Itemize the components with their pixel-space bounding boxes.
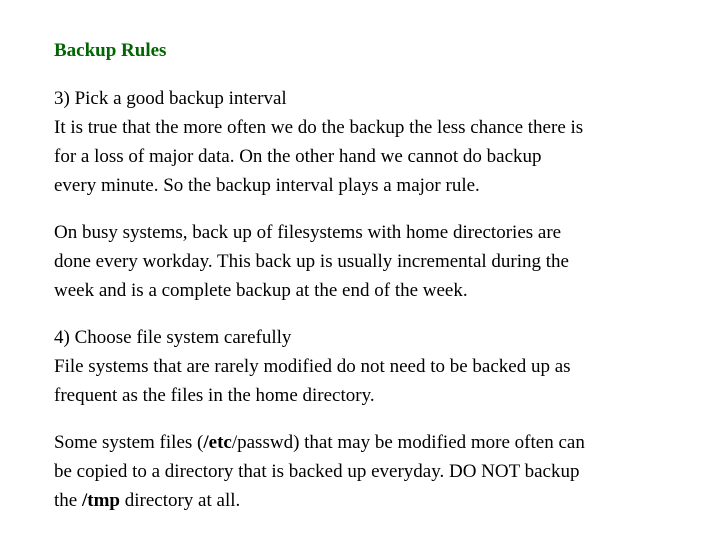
slide bbox=[54, 36, 694, 533]
path-tmp: /tmp bbox=[81, 490, 120, 511]
slide-title: Backup Rules bbox=[54, 40, 167, 61]
text-line: On busy systems, back up of filesystems with home directories are bbox=[54, 222, 562, 243]
paragraph-backup-interval bbox=[54, 84, 694, 200]
paragraph-busy-systems bbox=[54, 218, 694, 305]
text-segment: /passwd) that may be modified more often can bbox=[231, 432, 585, 453]
text-segment: Some system files ( bbox=[54, 432, 204, 453]
text-line: It is true that the more often we do the backup the less chance there is bbox=[54, 117, 584, 138]
text-line bbox=[54, 428, 694, 457]
paragraph-choose-file-system bbox=[54, 323, 694, 410]
text-segment: directory at all. bbox=[119, 490, 241, 511]
text-line: File systems that are rarely modified do not need to be backed up as bbox=[54, 356, 571, 377]
text-segment: the bbox=[54, 490, 82, 511]
text-line: every minute. So the backup interval plays a major rule. bbox=[54, 175, 480, 196]
text-line bbox=[54, 486, 694, 515]
text-line: 3) Pick a good backup interval bbox=[54, 88, 287, 109]
text-line: done every workday. This back up is usually incremental during the bbox=[54, 251, 569, 272]
text-line: frequent as the files in the home directory. bbox=[54, 385, 375, 406]
text-line: for a loss of major data. On the other hand we cannot do backup bbox=[54, 146, 542, 167]
text-line: week and is a complete backup at the end of the week. bbox=[54, 280, 468, 301]
text-line: be copied to a directory that is backed up everyday. DO NOT backup bbox=[54, 461, 580, 482]
path-etc: /etc bbox=[203, 432, 232, 453]
text-line: 4) Choose file system carefully bbox=[54, 327, 292, 348]
paragraph-system-files bbox=[54, 428, 694, 515]
